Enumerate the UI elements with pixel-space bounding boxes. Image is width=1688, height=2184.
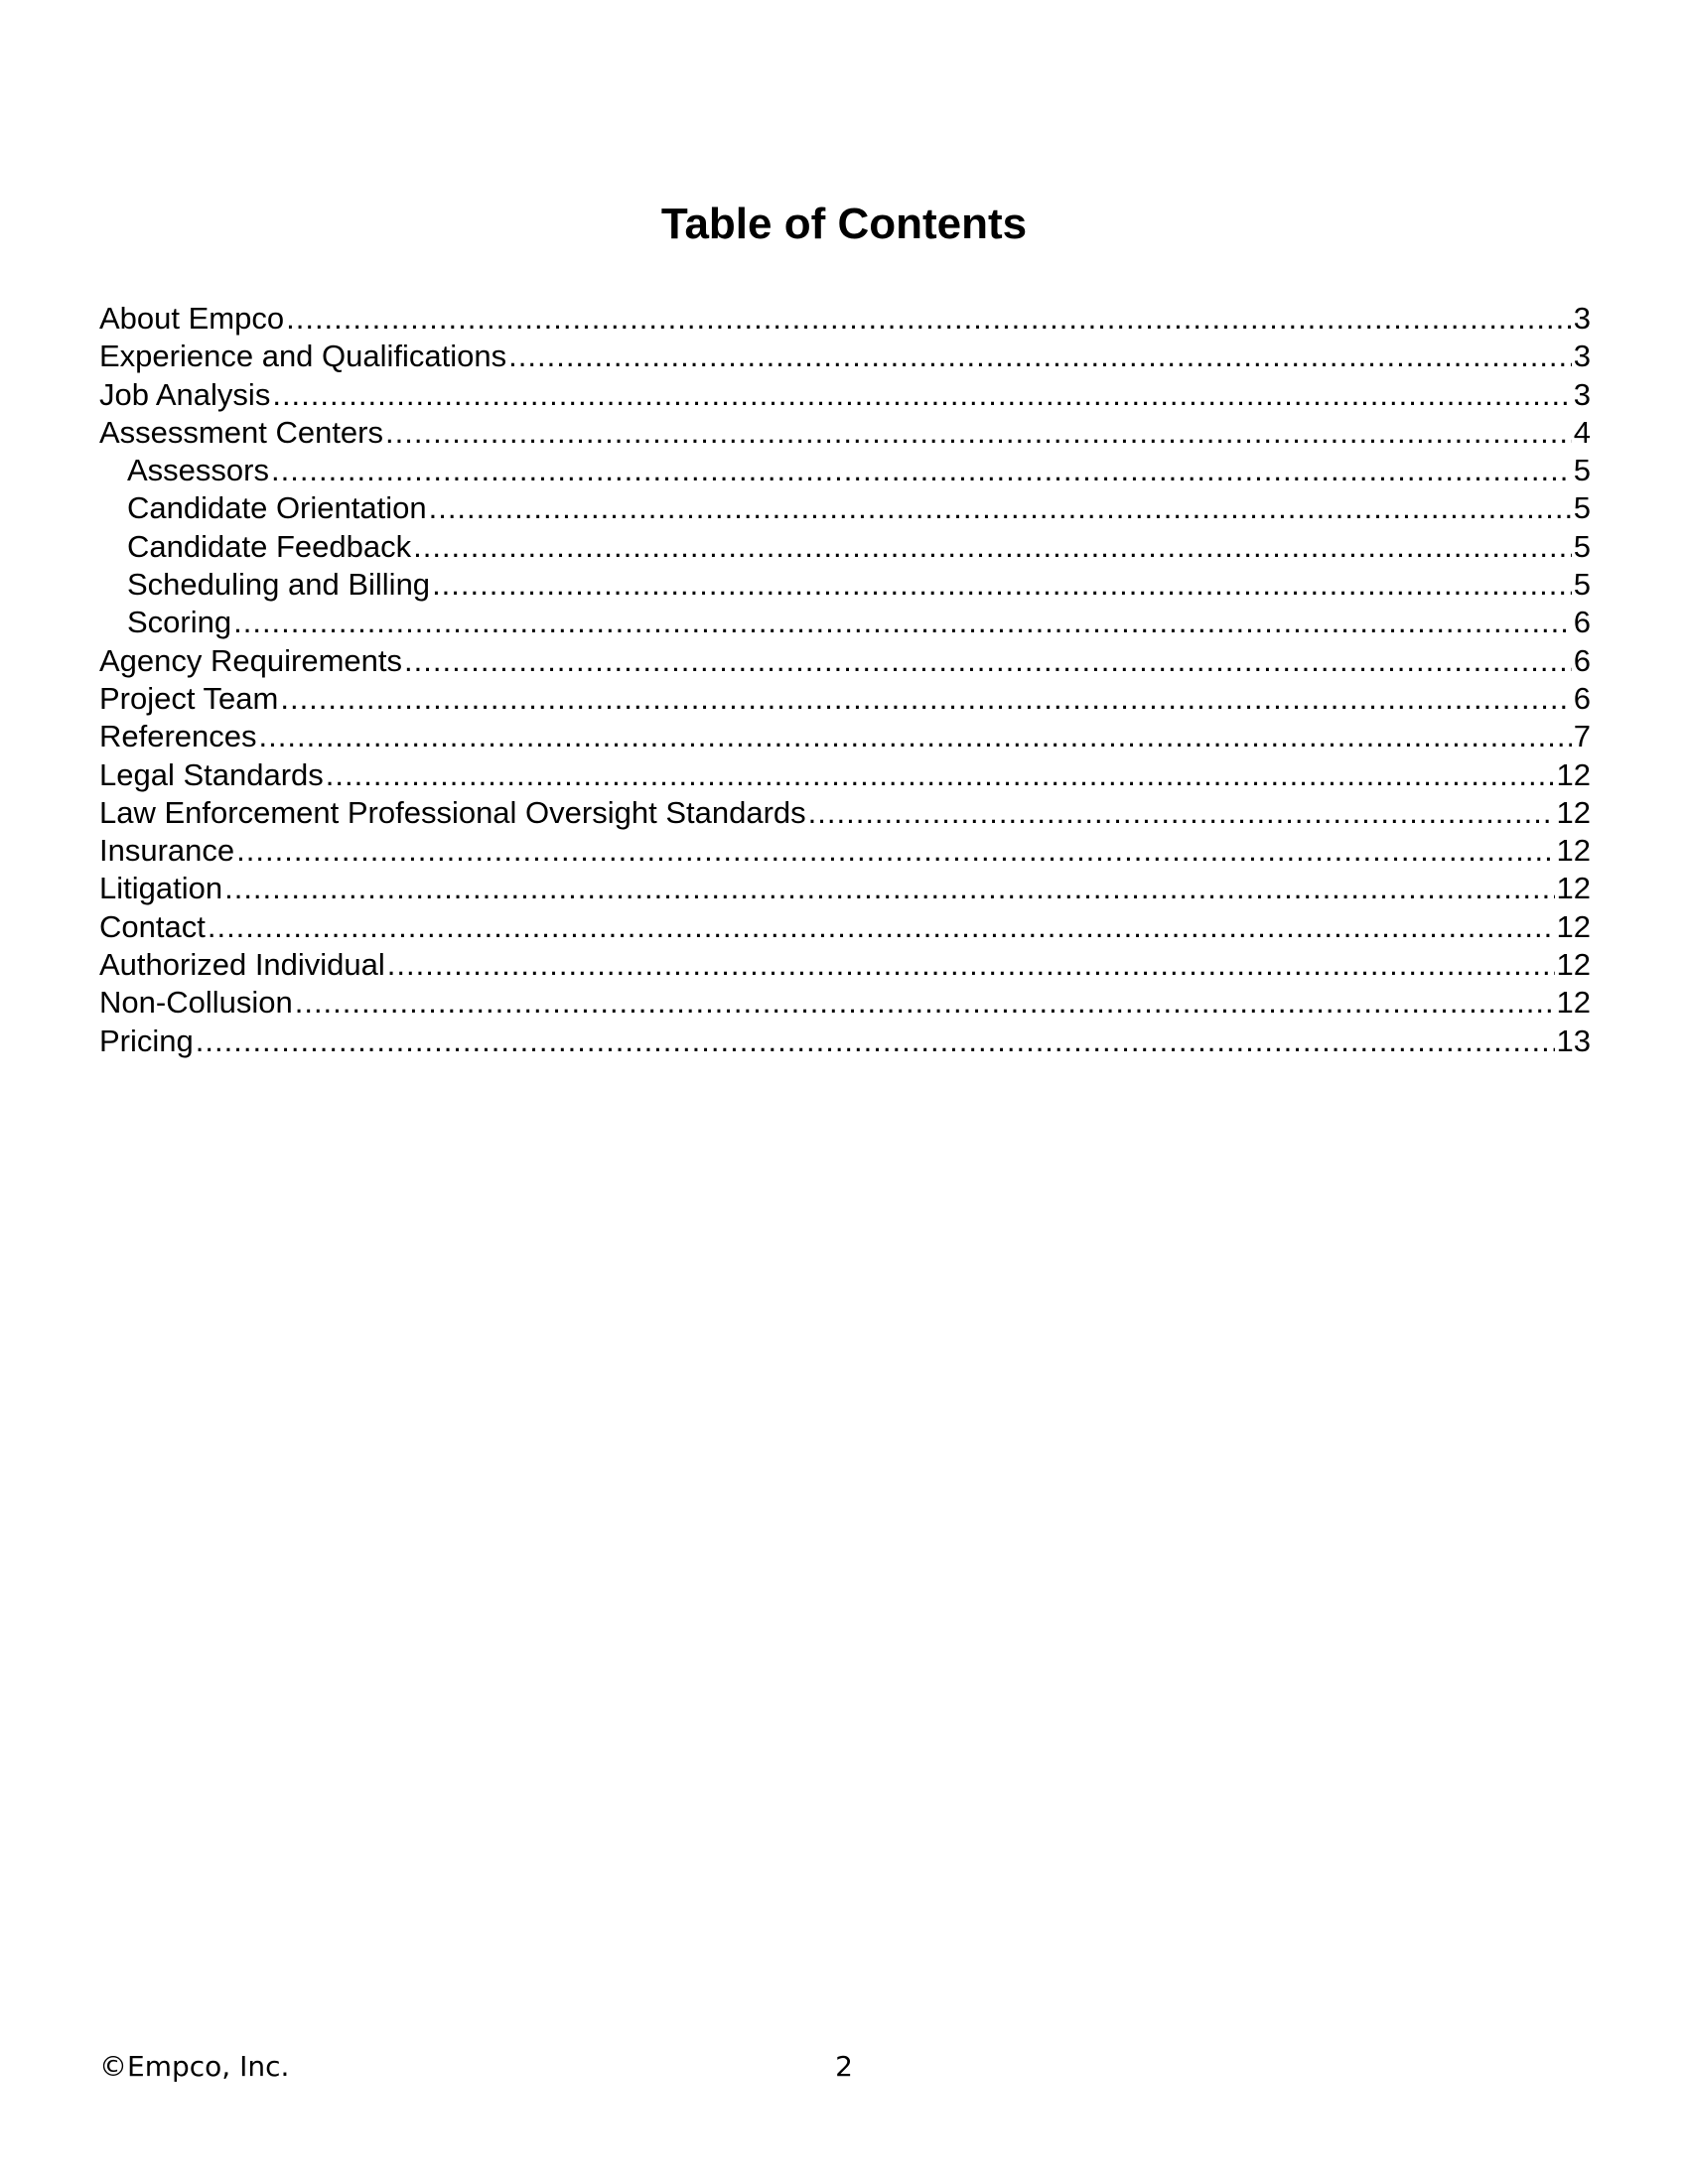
- toc-dot-leader: [236, 832, 1554, 870]
- toc-dot-leader: [272, 376, 1571, 414]
- toc-entry-label: Project Team: [99, 680, 279, 716]
- toc-entry-assessment-centers[interactable]: [99, 414, 1591, 452]
- toc-dot-leader: [387, 946, 1555, 984]
- toc-dot-leader: [429, 489, 1572, 527]
- toc-dot-leader: [271, 452, 1572, 489]
- toc-entry-assessors[interactable]: [99, 452, 1591, 489]
- toc-entry-page: 5: [1573, 528, 1591, 564]
- toc-dot-leader: [224, 870, 1554, 907]
- toc-entry-page: 6: [1573, 680, 1591, 716]
- toc-entry-label: About Empco: [99, 301, 285, 336]
- toc-entry-scheduling-and-billing[interactable]: [99, 566, 1591, 604]
- toc-entry-candidate-orientation[interactable]: [99, 489, 1591, 527]
- toc-entry-authorized-individual[interactable]: [99, 946, 1591, 984]
- footer-copyright: ©Empco, Inc.: [99, 2050, 290, 2083]
- toc-entry-page: 6: [1573, 605, 1591, 640]
- toc-entry-page: 12: [1556, 985, 1591, 1021]
- toc-dot-leader: [508, 338, 1572, 375]
- toc-entry-label: Assessors: [127, 453, 269, 488]
- toc-entry-label: References: [99, 719, 257, 754]
- toc-dot-leader: [208, 908, 1555, 946]
- toc-entry-label: Scheduling and Billing: [127, 567, 431, 603]
- table-of-contents: [99, 300, 1591, 1060]
- toc-entry-label: Authorized Individual: [99, 947, 385, 983]
- toc-entry-non-collusion[interactable]: [99, 984, 1591, 1022]
- toc-entry-job-analysis[interactable]: [99, 376, 1591, 414]
- toc-entry-page: 4: [1573, 414, 1591, 450]
- toc-entry-litigation[interactable]: [99, 870, 1591, 907]
- toc-entry-label: Agency Requirements: [99, 642, 402, 678]
- toc-entry-scoring[interactable]: [99, 604, 1591, 641]
- toc-entry-label: Litigation: [99, 871, 223, 906]
- toc-entry-page: 5: [1573, 490, 1591, 526]
- toc-entry-pricing[interactable]: [99, 1023, 1591, 1060]
- toc-entry-references[interactable]: [99, 718, 1591, 755]
- toc-dot-leader: [385, 414, 1572, 452]
- toc-entry-page: 3: [1573, 339, 1591, 374]
- toc-dot-leader: [233, 604, 1572, 641]
- toc-dot-leader: [196, 1023, 1555, 1060]
- footer-page-number: 2: [835, 2050, 853, 2083]
- toc-entry-candidate-feedback[interactable]: [99, 528, 1591, 566]
- toc-entry-page: 7: [1573, 719, 1591, 754]
- toc-entry-page: 12: [1556, 871, 1591, 906]
- toc-entry-page: 6: [1573, 642, 1591, 678]
- toc-entry-about-empco[interactable]: [99, 300, 1591, 338]
- toc-dot-leader: [432, 566, 1572, 604]
- toc-entry-label: Job Analysis: [99, 376, 271, 412]
- toc-dot-leader: [326, 756, 1555, 794]
- toc-entry-page: 12: [1556, 756, 1591, 792]
- toc-dot-leader: [404, 642, 1572, 680]
- toc-entry-page: 5: [1573, 567, 1591, 603]
- page-title: Table of Contents: [660, 200, 1028, 248]
- toc-entry-page: 5: [1573, 453, 1591, 488]
- toc-entry-page: 3: [1573, 301, 1591, 336]
- toc-entry-experience-and-qualifications[interactable]: [99, 338, 1591, 375]
- toc-entry-label: Non-Collusion: [99, 985, 293, 1021]
- toc-entry-page: 3: [1573, 376, 1591, 412]
- toc-entry-agency-requirements[interactable]: [99, 642, 1591, 680]
- toc-entry-label: Candidate Orientation: [127, 490, 427, 526]
- toc-dot-leader: [808, 794, 1555, 832]
- toc-entry-page: 12: [1556, 947, 1591, 983]
- toc-entry-label: Insurance: [99, 833, 235, 869]
- toc-entry-label: Legal Standards: [99, 756, 324, 792]
- toc-dot-leader: [280, 680, 1571, 718]
- toc-entry-legal-standards[interactable]: [99, 756, 1591, 794]
- toc-entry-label: Pricing: [99, 1023, 194, 1058]
- toc-entry-label: Law Enforcement Professional Oversight Standards: [99, 794, 806, 830]
- toc-entry-contact[interactable]: [99, 908, 1591, 946]
- toc-entry-label: Contact: [99, 908, 206, 944]
- toc-dot-leader: [286, 300, 1572, 338]
- toc-dot-leader: [295, 984, 1555, 1022]
- toc-entry-insurance[interactable]: [99, 832, 1591, 870]
- toc-entry-label: Assessment Centers: [99, 414, 383, 450]
- toc-entry-label: Candidate Feedback: [127, 528, 412, 564]
- toc-entry-page: 12: [1556, 794, 1591, 830]
- toc-entry-page: 12: [1556, 833, 1591, 869]
- toc-entry-label: Experience and Qualifications: [99, 339, 507, 374]
- toc-entry-label: Scoring: [127, 605, 232, 640]
- toc-entry-page: 12: [1556, 908, 1591, 944]
- toc-entry-page: 13: [1556, 1023, 1591, 1058]
- toc-dot-leader: [259, 718, 1572, 755]
- toc-entry-law-enforcement-oversight-standards[interactable]: [99, 794, 1591, 832]
- toc-dot-leader: [413, 528, 1572, 566]
- toc-entry-project-team[interactable]: [99, 680, 1591, 718]
